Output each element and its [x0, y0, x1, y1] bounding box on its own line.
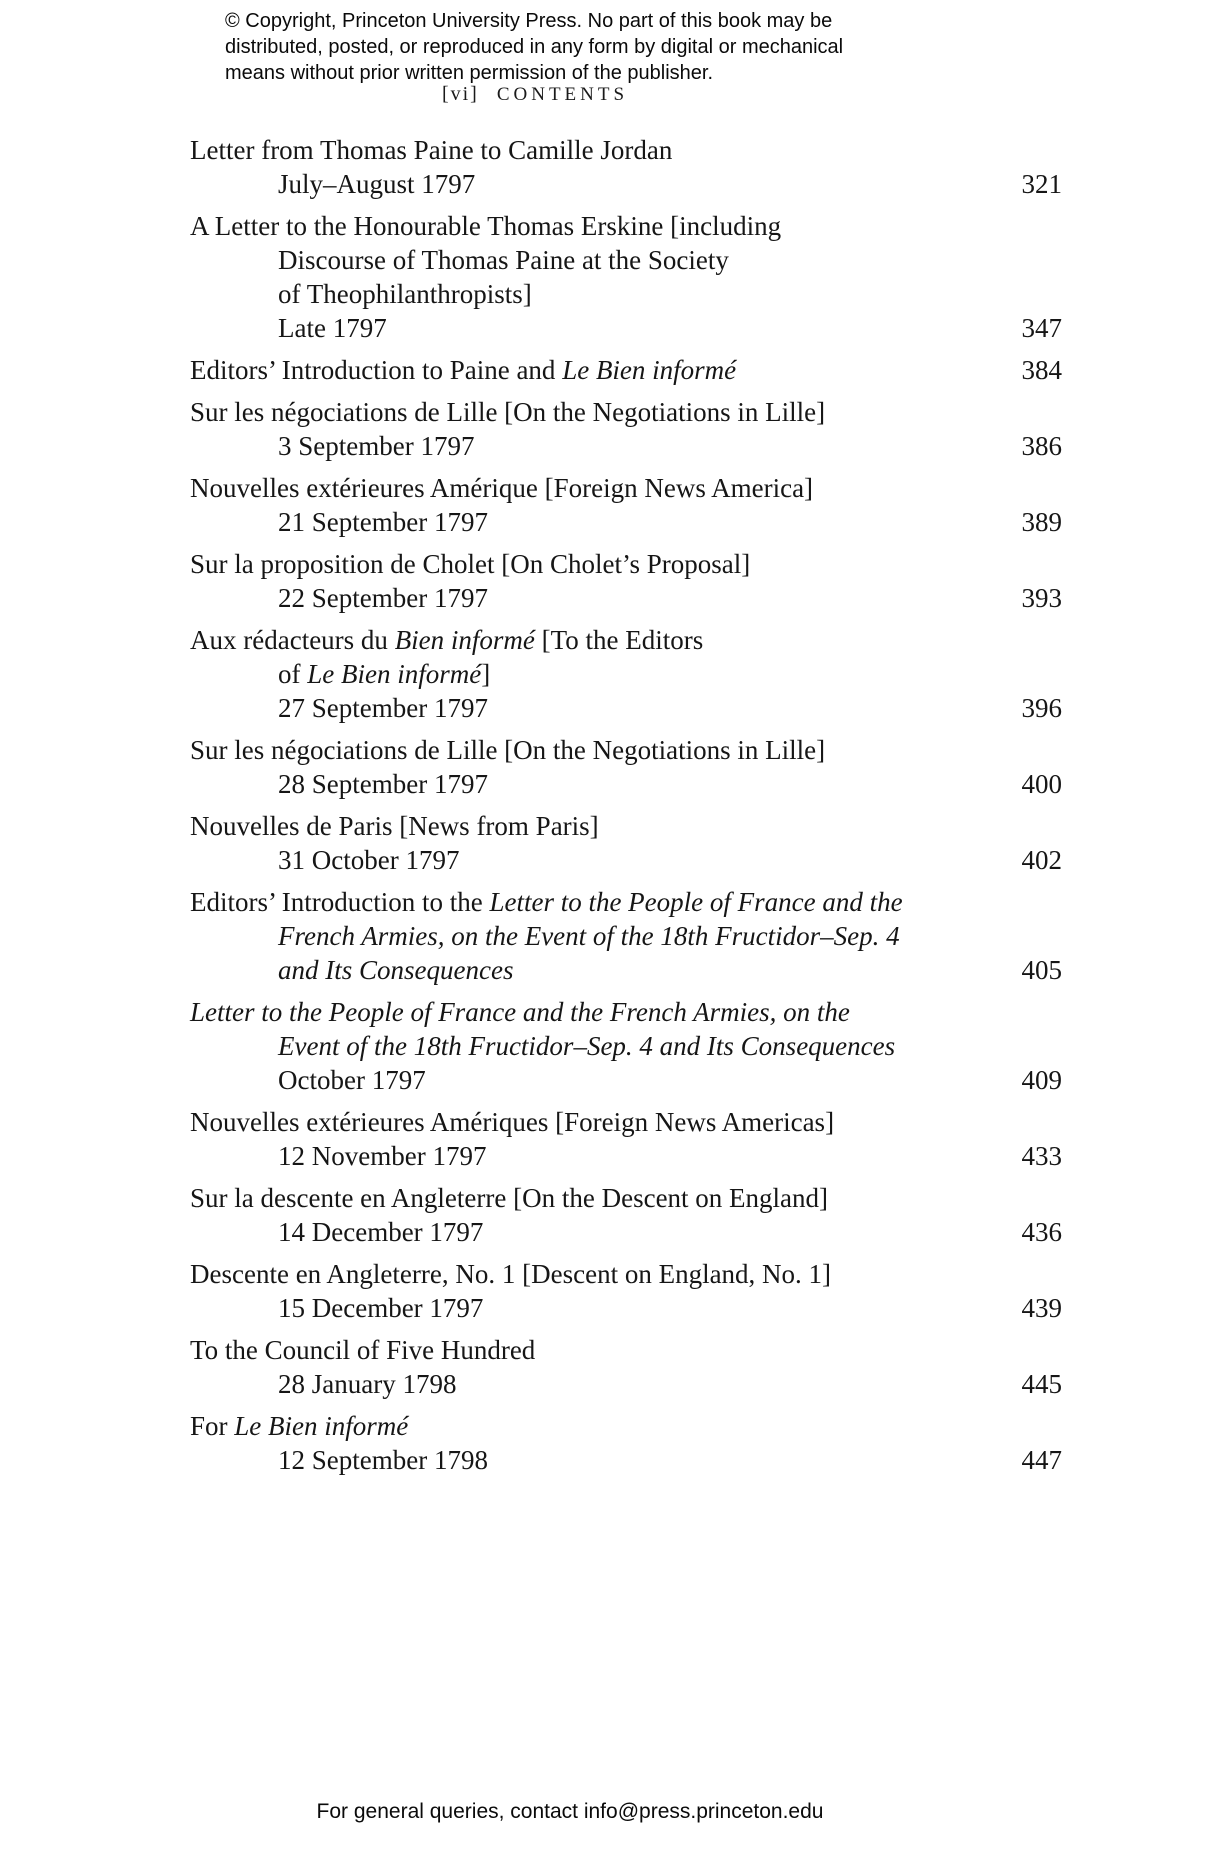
toc-entry: [190, 547, 1062, 615]
toc-entry: [190, 353, 1062, 387]
page-number: 384: [1021, 355, 1062, 385]
toc-title-text: 12 September 1798: [278, 1445, 488, 1475]
toc-entry: [190, 995, 1062, 1097]
toc-entry-line: [190, 167, 1062, 201]
page-number: 445: [1021, 1369, 1062, 1399]
toc-title-text: To the Council of Five Hundred: [190, 1335, 536, 1365]
folio-page-marker: [vi]: [441, 83, 479, 105]
toc-title-text: Letter from Thomas Paine to Camille Jordan: [190, 135, 673, 165]
toc-entry-line: [190, 353, 1062, 387]
page-number: 402: [1021, 845, 1062, 875]
copyright-line-1: © Copyright, Princeton University Press. No part of this book may be: [225, 10, 833, 32]
toc-entry-line: [190, 133, 1062, 167]
toc-entry-line: [190, 471, 1062, 505]
toc-title-text: Sur la descente en Angleterre [On the Descent on England]: [190, 1183, 829, 1213]
toc-title-italic-text: Bien informé: [394, 625, 535, 655]
toc-entry: [190, 1105, 1062, 1173]
page-number: 436: [1021, 1217, 1062, 1247]
toc-entry-line: [190, 953, 1062, 987]
toc-title-text: October 1797: [278, 1065, 426, 1095]
toc-title-text: Sur la proposition de Cholet [On Cholet’s Proposal]: [190, 549, 751, 579]
toc-title-text: Late 1797: [278, 313, 387, 343]
toc-entry: [190, 885, 1062, 987]
toc-title-text: Nouvelles extérieures Amériques [Foreign News Americas]: [190, 1107, 835, 1137]
page-number: 400: [1021, 769, 1062, 799]
toc-title-italic-text: Le Bien informé: [307, 659, 482, 689]
toc-entry-line: [190, 1063, 1062, 1097]
toc-entry-line: [190, 209, 1062, 243]
page-number: 439: [1021, 1293, 1062, 1323]
toc-title-text: Sur les négociations de Lille [On the Negotiations in Lille]: [190, 397, 826, 427]
toc-title-italic-text: Letter to the People of France and the French Armies, on the: [190, 997, 850, 1027]
toc-entry: [190, 733, 1062, 801]
toc-entry-line: [190, 1181, 1062, 1215]
page-number: 321: [1021, 169, 1062, 199]
copyright-line-3: means without prior written permission of the publisher.: [225, 62, 714, 84]
toc-entry-line: [190, 1105, 1062, 1139]
toc-title-italic-text: Le Bien informé: [562, 355, 737, 385]
toc-entry: [190, 1181, 1062, 1249]
table-of-contents: [190, 133, 1062, 1485]
toc-title-italic-text: Le Bien informé: [234, 1411, 409, 1441]
toc-title-text: 21 September 1797: [278, 507, 488, 537]
toc-entry: [190, 809, 1062, 877]
toc-entry-line: [190, 547, 1062, 581]
toc-entry-line: [190, 623, 1062, 657]
toc-entry-line: [190, 1443, 1062, 1477]
toc-title-text: Editors’ Introduction to Paine and: [190, 355, 563, 385]
toc-entry-line: [190, 1139, 1062, 1173]
toc-title-text: 3 September 1797: [278, 431, 475, 461]
toc-entry-line: [190, 843, 1062, 877]
toc-entry-line: [190, 1333, 1062, 1367]
toc-title-text: 31 October 1797: [278, 845, 460, 875]
toc-entry-line: [190, 311, 1062, 345]
toc-title-text: For: [190, 1411, 235, 1441]
toc-title-text: 22 September 1797: [278, 583, 488, 613]
toc-title-text: July–August 1797: [278, 169, 476, 199]
toc-entry-line: [190, 809, 1062, 843]
toc-entry-line: [190, 995, 1062, 1029]
page-number: 347: [1021, 313, 1062, 343]
toc-entry-line: [190, 277, 1062, 311]
toc-entry-line: [190, 657, 1062, 691]
toc-entry-line: [190, 1409, 1062, 1443]
toc-title-text: Nouvelles extérieures Amérique [Foreign News America]: [190, 473, 814, 503]
page-number: 433: [1021, 1141, 1062, 1171]
toc-entry-line: [190, 1367, 1062, 1401]
toc-entry: [190, 133, 1062, 201]
toc-entry: [190, 1409, 1062, 1477]
toc-title-italic-text: French Armies, on the Event of the 18th Fructidor–Sep. 4: [278, 921, 900, 951]
toc-title-text: 27 September 1797: [278, 693, 488, 723]
toc-entry-line: [190, 1257, 1062, 1291]
toc-title-text: A Letter to the Honourable Thomas Erskine [including: [190, 211, 782, 241]
toc-entry: [190, 1333, 1062, 1401]
toc-entry-line: [190, 1029, 1062, 1063]
toc-entry: [190, 395, 1062, 463]
toc-entry-line: [190, 243, 1062, 277]
copyright-notice: [225, 8, 843, 86]
toc-title-text: Nouvelles de Paris [News from Paris]: [190, 811, 599, 841]
toc-title-italic-text: Event of the 18th Fructidor–Sep. 4 and Its Consequences: [278, 1031, 896, 1061]
page-number: 447: [1021, 1445, 1062, 1475]
toc-entry-line: [190, 885, 1062, 919]
footer-queries-note: For general queries, contact info@press.princeton.edu: [316, 1800, 824, 1823]
toc-entry-line: [190, 395, 1062, 429]
toc-title-text: [To the Editors: [534, 625, 704, 655]
toc-title-text: Aux rédacteurs du: [190, 625, 395, 655]
page-number: 389: [1021, 507, 1062, 537]
toc-entry-line: [190, 733, 1062, 767]
toc-title-text: of Theophilanthropists]: [278, 279, 532, 309]
toc-entry: [190, 623, 1062, 725]
toc-entry-line: [190, 429, 1062, 463]
toc-title-text: Discourse of Thomas Paine at the Society: [278, 245, 729, 275]
toc-title-text: 15 December 1797: [278, 1293, 484, 1323]
toc-entry-line: [190, 919, 1062, 953]
toc-title-text: Sur les négociations de Lille [On the Negotiations in Lille]: [190, 735, 826, 765]
page-number: 405: [1021, 955, 1062, 985]
copyright-line-2: distributed, posted, or reproduced in any form by digital or mechanical: [225, 36, 844, 58]
page-number: 396: [1021, 693, 1062, 723]
running-head: [0, 82, 1070, 107]
page-number: 386: [1021, 431, 1062, 461]
toc-entry-line: [190, 1215, 1062, 1249]
toc-title-text: 28 September 1797: [278, 769, 488, 799]
toc-entry-line: [190, 767, 1062, 801]
page-number: 409: [1021, 1065, 1062, 1095]
toc-title-text: 28 January 1798: [278, 1369, 457, 1399]
toc-title-italic-text: Letter to the People of France and the: [489, 887, 903, 917]
toc-title-italic-text: and Its Consequences: [278, 955, 514, 985]
toc-title-text: of: [278, 659, 308, 689]
toc-title-text: 12 November 1797: [278, 1141, 487, 1171]
toc-title-text: 14 December 1797: [278, 1217, 484, 1247]
contents-heading: CONTENTS: [496, 84, 629, 105]
toc-entry-line: [190, 691, 1062, 725]
toc-title-text: ]: [481, 659, 491, 689]
toc-entry: [190, 209, 1062, 345]
toc-entry: [190, 471, 1062, 539]
toc-entry: [190, 1257, 1062, 1325]
toc-title-text: Editors’ Introduction to the: [190, 887, 490, 917]
toc-entry-line: [190, 1291, 1062, 1325]
page-number: 393: [1021, 583, 1062, 613]
toc-title-text: Descente en Angleterre, No. 1 [Descent on England, No. 1]: [190, 1259, 832, 1289]
toc-entry-line: [190, 581, 1062, 615]
toc-entry-line: [190, 505, 1062, 539]
